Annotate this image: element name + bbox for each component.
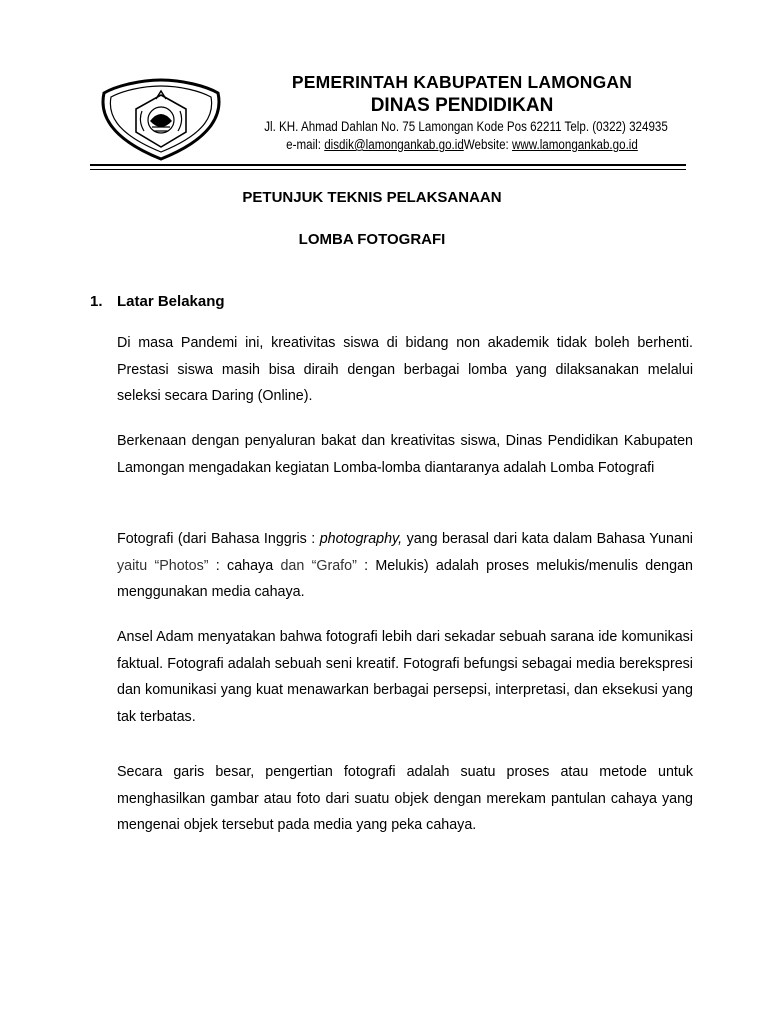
paragraph-ansel-adam: Ansel Adam menyatakan bahwa fotografi lebih dari sekadar sebuah sarana ide komunikasi faktual. Fotografi adalah sebuah seni kreatif. Fotografi befungsi sebagai media berekspresi dan komunikasi yang kuat menawarkan berbagai persepsi, interpretasi, dan eksekusi yang tak terbatas. — [117, 629, 693, 725]
letterhead-address: Jl. KH. Ahmad Dahlan No. 75 Lamongan Kode Pos 62211 Telp. (0322) 324935 — [264, 119, 668, 134]
paragraph-definition — [117, 526, 693, 606]
definition-grafo: dan “Grafo” — [280, 557, 357, 574]
letterhead-rule-thin — [90, 169, 686, 170]
definition-text: Fotografi (dari Bahasa Inggris : — [117, 531, 320, 547]
letterhead-agency: DINAS PENDIDIKAN — [370, 95, 554, 116]
paragraph-pandemic: Di masa Pandemi ini, kreativitas siswa di bidang non akademik tidak boleh berhenti. Prestasi siswa masih bisa diraih dengan berbagai lomba yang dilaksanakan melalui seleksi secara Daring (Online). — [117, 335, 693, 404]
section-number: 1. — [90, 293, 103, 310]
paragraph-talent: Berkenaan dengan penyaluran bakat dan kreativitas siswa, Dinas Pendidikan Kabupaten Lamongan mengadakan kegiatan Lomba-lomba diantaranya adalah Lomba Fotografi — [117, 433, 693, 476]
definition-term: photography, — [319, 531, 403, 547]
website-link[interactable]: www.lamongankab.go.id — [511, 137, 638, 152]
document-subtitle: LOMBA FOTOGRAFI — [298, 231, 446, 248]
email-label: e-mail: — [286, 137, 325, 152]
paragraph-summary: Secara garis besar, pengertian fotografi adalah suatu proses atau metode untuk menghasilkan gambar atau foto dari suatu objek dengan merekam pantulan cahaya yang mengenai objek tersebut pada media yang peka cahaya. — [117, 764, 693, 833]
section-heading — [90, 293, 225, 310]
document-title: PETUNJUK TEKNIS PELAKSANAAN — [242, 189, 502, 206]
definition-text: : Melukis) adalah proses melukis/menulis dengan menggunakan media cahaya. — [117, 557, 693, 600]
lamongan-emblem-logo — [94, 77, 228, 162]
letterhead-government: PEMERINTAH KABUPATEN LAMONGAN — [291, 72, 633, 92]
website-label: Website: — [463, 137, 512, 152]
letterhead-rule-thick — [90, 164, 686, 166]
section-title: Latar Belakang — [117, 293, 225, 310]
definition-photos: yaitu “Photos” — [117, 557, 209, 574]
definition-text: yang berasal dari kata dalam Bahasa Yunani — [402, 531, 693, 547]
definition-text: : cahaya — [208, 557, 281, 574]
email-link[interactable]: disdik@lamongankab.go.id — [324, 137, 464, 152]
letterhead-contact — [264, 137, 660, 152]
